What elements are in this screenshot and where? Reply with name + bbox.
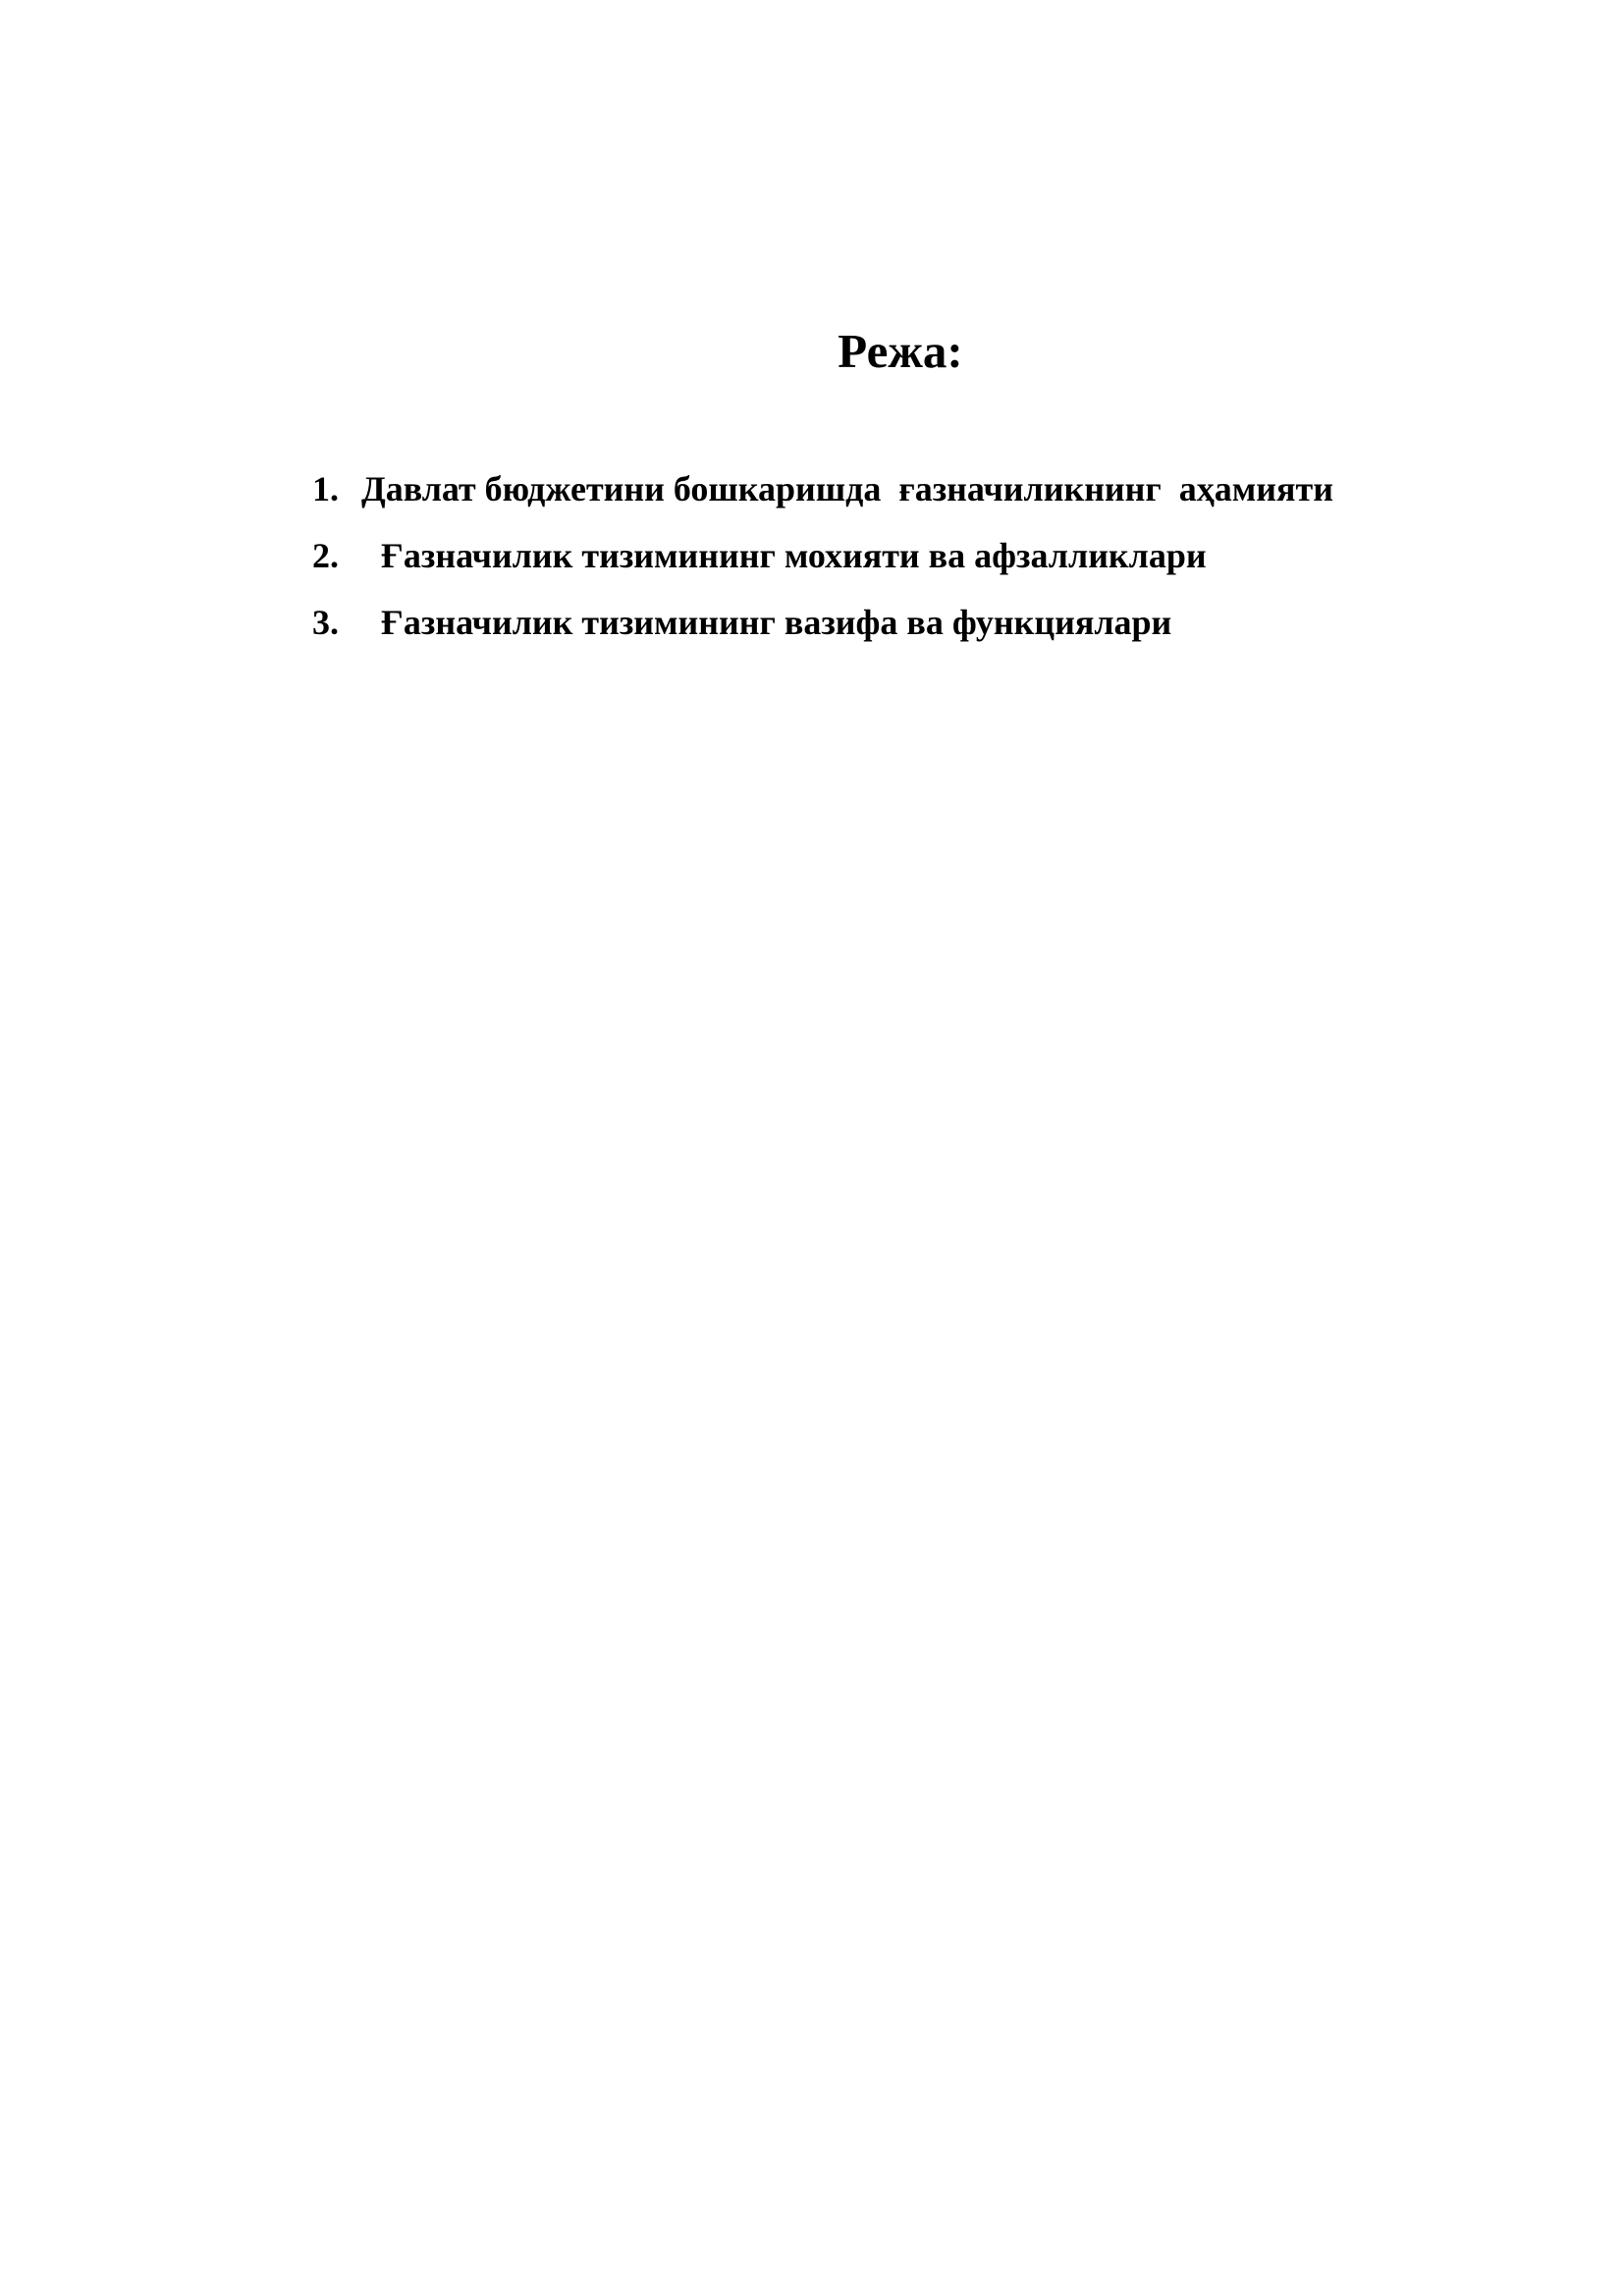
list-item: [312, 532, 1540, 599]
page-title: Режа:: [838, 324, 963, 378]
list-item-number: 2.: [312, 536, 339, 575]
list-item-text: Ғазначилик тизимининг вазифа ва функциялари: [381, 603, 1172, 642]
list-item-number: 1.: [312, 469, 339, 508]
list-item-text: Давлат бюджетини бошкаришда ғазначиликнинг аҳамияти: [361, 469, 1333, 508]
list-item: [312, 599, 1540, 666]
list-item-text: Ғазначилик тизимининг мохияти ва афзалликлари: [381, 536, 1207, 575]
plan-list: [312, 465, 1540, 666]
list-item: [312, 465, 1540, 532]
list-item-number: 3.: [312, 603, 339, 642]
